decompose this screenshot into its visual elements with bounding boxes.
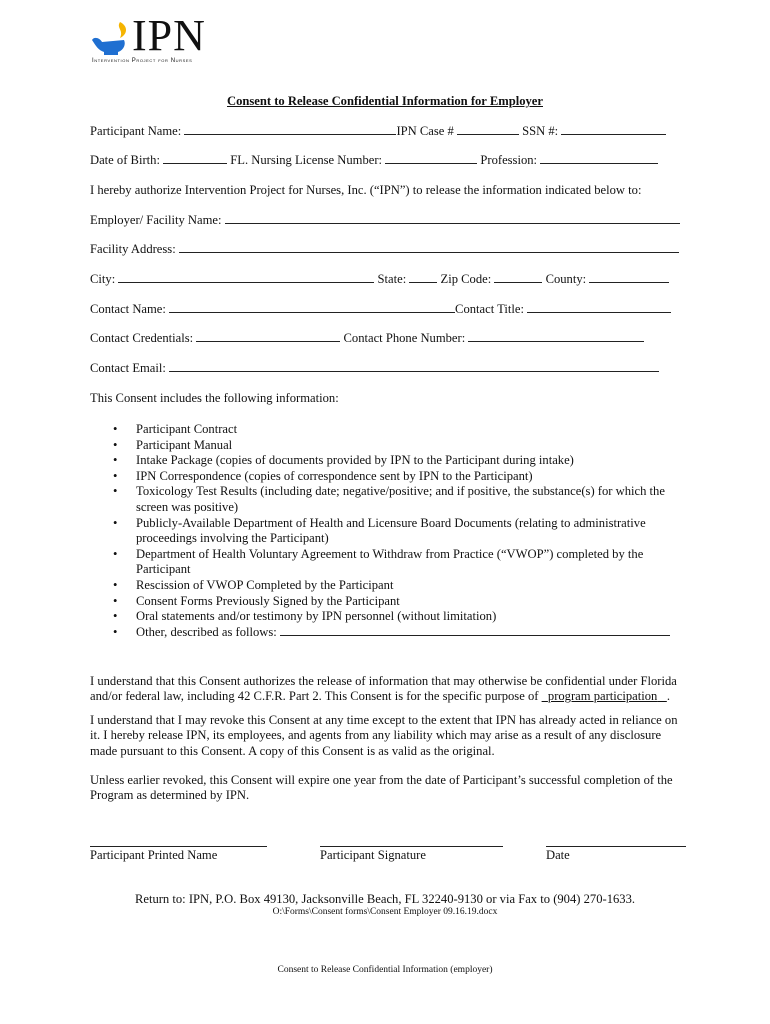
contact-title-field[interactable] <box>527 302 671 313</box>
logo-text: IPN <box>132 11 206 60</box>
paragraph-expire: Unless earlier revoked, this Consent will expire one year from the date of Participant’s successful completion of the Program as determined by IPN. <box>90 773 673 803</box>
participant-name-field[interactable] <box>184 124 396 135</box>
ssn-field[interactable] <box>561 124 666 135</box>
label: IPN Case # <box>396 124 454 138</box>
label: State: <box>377 272 407 286</box>
label: City: <box>90 272 116 286</box>
label: County: <box>545 272 587 286</box>
page-footer: Consent to Release Confidential Information (employer) <box>277 965 493 975</box>
signature-field[interactable] <box>320 846 503 863</box>
list-item: • Toxicology Test Results (including date; negative/positive; and if positive, the substance(s) for which the screen was positive) <box>108 484 678 515</box>
label: Contact Title: <box>455 302 524 316</box>
city-field[interactable] <box>118 272 374 283</box>
label: Zip Code: <box>440 272 492 286</box>
paragraph-revoke: I understand that I may revoke this Consent at any time except to the extent that IPN has already acted in reliance on it. I hereby release IPN, its employees, and agents from any liability which may arise as a result of any disclosure made pursuant to this Consent. A copy of this Consent is as valid as the original. <box>90 713 678 758</box>
list-item: • Rescission of VWOP Completed by the Participant <box>108 578 678 594</box>
label: Facility Address: <box>90 242 176 256</box>
list-item <box>108 625 678 641</box>
state-field[interactable] <box>409 272 437 283</box>
paragraph-consent: I understand that this Consent authorizes the release of information that may otherwise be confidential under Florida and/or federal law, including 42 C.F.R. Part 2. This Consent is for the specific purpose of program participation . <box>90 674 677 704</box>
list-item: • Intake Package (copies of documents provided by IPN to the Participant during intake) <box>108 453 678 469</box>
dob-field[interactable] <box>163 153 227 164</box>
label: Participant Signature <box>320 848 426 862</box>
label: SSN #: <box>522 124 559 138</box>
county-field[interactable] <box>589 272 669 283</box>
information-list <box>108 422 678 640</box>
contact-name-field[interactable] <box>169 302 455 313</box>
contact-credentials-field[interactable] <box>196 331 340 342</box>
label: Contact Credentials: <box>90 331 194 345</box>
lamp-icon <box>90 18 138 58</box>
paragraph-text: I understand that this Consent authorizes the release of information that may otherwise be confidential under Florida and/or federal law, including 42 C.F.R. Part 2. This Consent is for the specific purpose of <box>90 674 677 704</box>
logo-subtitle: Intervention Project for Nurses <box>92 58 193 64</box>
label: Contact Email: <box>90 361 166 375</box>
page-title: Consent to Release Confidential Information for Employer <box>227 94 543 108</box>
list-item: • Participant Manual <box>108 438 678 454</box>
printed-name-field[interactable] <box>90 846 267 863</box>
purpose-value: program participation <box>547 689 658 704</box>
list-item: • Oral statements and/or testimony by IPN personnel (without limitation) <box>108 609 678 625</box>
label: Date of Birth: <box>90 153 160 167</box>
list-item: • IPN Correspondence (copies of correspondence sent by IPN to the Participant) <box>108 469 678 485</box>
label: Contact Name: <box>90 302 166 316</box>
label: Employer/ Facility Name: <box>90 213 222 227</box>
employer-field[interactable] <box>225 213 680 224</box>
contact-email-field[interactable] <box>169 361 659 372</box>
profession-field[interactable] <box>540 153 658 164</box>
list-item: • Consent Forms Previously Signed by the Participant <box>108 594 678 610</box>
includes-heading: This Consent includes the following information: <box>90 391 339 405</box>
ipn-logo <box>90 11 220 66</box>
label: Date <box>546 848 570 862</box>
label: Participant Name: <box>90 124 182 138</box>
date-field[interactable] <box>546 846 686 863</box>
row-participant <box>90 124 666 139</box>
return-address: Return to: IPN, P.O. Box 49130, Jacksonville Beach, FL 32240-9130 or via Fax to (904) 270-1633. <box>134 892 636 906</box>
label: Contact Phone Number: <box>343 331 466 345</box>
ipn-case-field[interactable] <box>457 124 519 135</box>
file-path: O:\Forms\Consent forms\Consent Employer 09.16.19.docx <box>272 907 498 917</box>
list-item: • Department of Health Voluntary Agreement to Withdraw from Practice (“VWOP”) completed by the Participant <box>108 547 678 578</box>
list-item: • Publicly-Available Department of Health and Licensure Board Documents (relating to administrative proceedings involving the Participant) <box>108 516 678 547</box>
facility-address-field[interactable] <box>179 242 679 253</box>
list-item: • Participant Contract <box>108 422 678 438</box>
label: Profession: <box>480 153 538 167</box>
zip-field[interactable] <box>494 272 542 283</box>
row-dob <box>90 153 658 168</box>
license-field[interactable] <box>385 153 477 164</box>
other-field[interactable] <box>280 625 670 636</box>
contact-phone-field[interactable] <box>468 331 644 342</box>
label: FL. Nursing License Number: <box>230 153 383 167</box>
label: Participant Printed Name <box>90 848 218 862</box>
authorize-statement: I hereby authorize Intervention Project for Nurses, Inc. (“IPN”) to release the information indicated below to: <box>90 183 642 197</box>
other-label: Other, described as follows: <box>136 624 277 639</box>
